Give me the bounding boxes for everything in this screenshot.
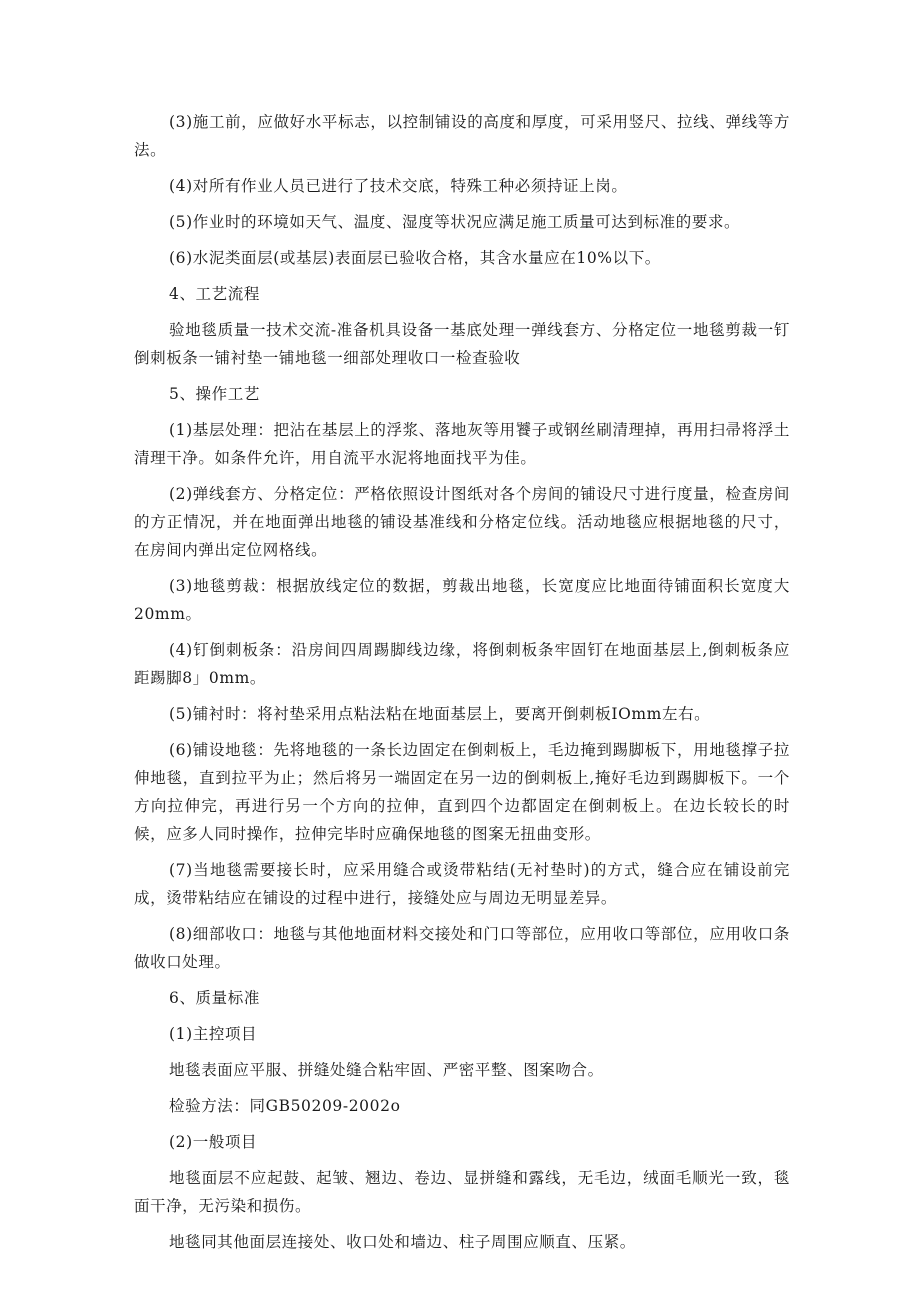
- paragraph-inspection-method: 检验方法：同GB50209-2002o: [169, 1097, 401, 1115]
- heading-process-flow: 4、工艺流程: [169, 285, 260, 303]
- paragraph-surface-requirement: 地毯表面应平服、拼缝处缝合粘牢固、严密平整、图案吻合。: [169, 1061, 604, 1079]
- paragraph-surface-defects: 地毯面层不应起鼓、起皱、翘边、卷边、显拼缝和露线，无毛边，绒面毛顺光一致，毯面干净，无污染和损伤。: [134, 1169, 790, 1215]
- heading-main-control-items: (1)主控项目: [169, 1025, 258, 1043]
- paragraph-technical-briefing: (4)对所有作业人员已进行了技术交底，特殊工种必须持证上岗。: [169, 177, 628, 195]
- heading-general-items: (2)一般项目: [169, 1133, 258, 1151]
- paragraph-carpet-joining: (7)当地毯需要接长时，应采用缝合或烫带粘结(无衬垫时)的方式，缝合应在铺设前完成，烫带粘结应在铺设的过程中进行，接缝处应与周边无明显差异。: [134, 861, 790, 907]
- paragraph-tack-strips: (4)钉倒刺板条：沿房间四周踢脚线边缘，将倒刺板条牢固钉在地面基层上,倒刺板条应距踢脚8」0mm。: [134, 641, 790, 687]
- paragraph-process-flow: 验地毯质量一技术交流-准备机具设备一基底处理一弹线套方、分格定位一地毯剪裁一钉倒刺板条一铺衬垫一铺地毯一细部处理收口一检查验收: [134, 321, 790, 367]
- heading-quality-standard: 6、质量标准: [169, 989, 260, 1007]
- document-body: [134, 108, 790, 1264]
- paragraph-edge-finishing: (8)细部收口：地毯与其他地面材料交接处和门口等部位，应用收口等部位，应用收口条做收口处理。: [134, 925, 790, 971]
- heading-operation-process: 5、操作工艺: [169, 385, 260, 403]
- paragraph-underlay: (5)铺衬时：将衬垫采用点粘法粘在地面基层上，要离开倒刺板IOmm左右。: [169, 705, 711, 723]
- paragraph-environment: (5)作业时的环境如天气、温度、湿度等状况应满足施工质量可达到标准的要求。: [169, 213, 741, 231]
- paragraph-line-snapping: (2)弹线套方、分格定位：严格依照设计图纸对各个房间的铺设尺寸进行度量，检查房间的方正情况，并在地面弹出地毯的铺设基准线和分格定位线。活动地毯应根据地毯的尺寸，在房间内弹出定位网格线。: [134, 485, 790, 559]
- paragraph-cement-base: (6)水泥类面层(或基层)表面层已验收合格，其含水量应在10%以下。: [169, 249, 661, 267]
- paragraph-laying-carpet: (6)铺设地毯：先将地毯的一条长边固定在倒刺板上，毛边掩到踢脚板下，用地毯撑子拉伸地毯，直到拉平为止；然后将另一端固定在另一边的倒刺板上,掩好毛边到踢脚板下。一个方向拉伸完，再进行另一个方向的拉伸，直到四个边都固定在倒刺板上。在边长较长的时候，应多人同时操作，拉伸完毕时应确保地毯的图案无扭曲变形。: [134, 741, 790, 843]
- paragraph-leveling-marks: (3)施工前，应做好水平标志，以控制铺设的高度和厚度，可采用竖尺、拉线、弹线等方法。: [134, 113, 790, 159]
- paragraph-base-treatment: (1)基层处理：把沾在基层上的浮浆、落地灰等用饕子或钢丝刷清理掉，再用扫帚将浮土清理干净。如条件允许，用自流平水泥将地面找平为佳。: [134, 421, 790, 467]
- paragraph-carpet-cutting: (3)地毯剪裁：根据放线定位的数据，剪裁出地毯，长宽度应比地面待铺面积长宽度大20mm。: [134, 577, 790, 623]
- paragraph-connections: 地毯同其他面层连接处、收口处和墙边、柱子周围应顺直、压紧。: [169, 1233, 636, 1251]
